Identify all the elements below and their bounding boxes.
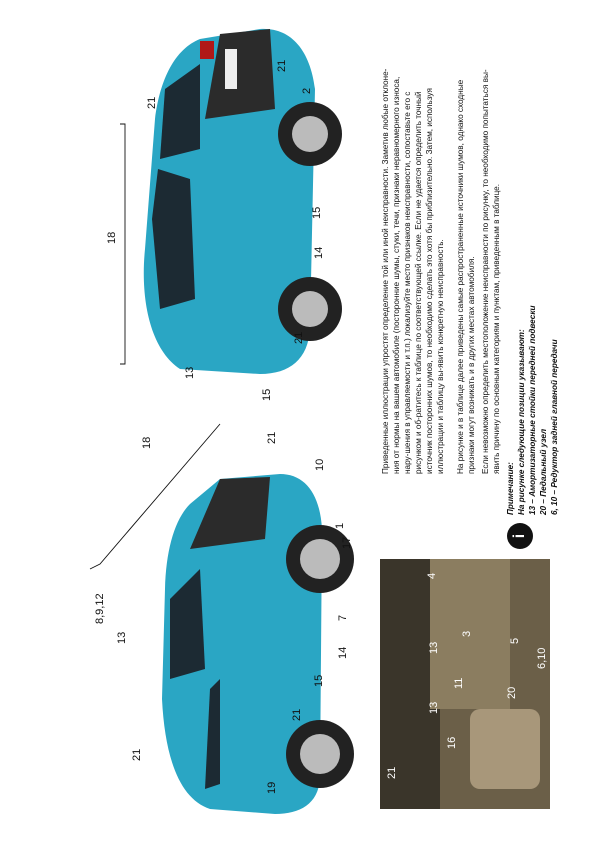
callout-13-interior-b: 13 [428,701,440,714]
note-icon: i [507,523,533,549]
callout-15-front: 15 [313,674,325,687]
callout-15-rear: 15 [311,206,323,219]
callout-15-rear-bottom: 15 [261,388,273,401]
paragraph-intro: Приведенные иллюстрации упростят определение той или иной неисправности. Заметив любые отклоне-ния от нормы на вашем автомобиле (посторонние шумы, стуки, течи, признаки неравномерного износа, нару-шения в управляемости и т.п.) локализуйте место признаков неисправности, сопоставьте его с рисунком и об-ратитесь к таблице по соответствующей ссылке. Если не удается определить точный источник посторонних шумов, то необходимо сделать это хотя бы приблизительно. Затем, используя иллюстрации и таблицу вы-явить конкретную неисправность. [381,68,445,474]
callout-19: 19 [266,781,278,794]
callout-10: 10 [314,458,326,471]
note-item-13: 13 – Амортизаторные стойки передней подвески [528,305,537,515]
callout-21-rear-left: 21 [146,96,158,109]
callout-17: 17 [341,536,353,549]
callout-13-interior-a: 13 [428,641,440,654]
callout-4: 4 [426,572,438,579]
callout-16: 16 [446,736,458,749]
callout-21-rear-mid: 21 [293,331,305,344]
callout-21-front-left: 21 [131,748,143,761]
callout-18-rear: 18 [106,231,118,244]
note-title: Примечание: [506,462,515,515]
callout-1: 1 [334,522,346,529]
callout-14-front: 14 [337,646,349,659]
callout-21-rear-top: 21 [276,59,288,72]
callout-21-front-top: 21 [266,431,278,444]
callout-8-9-12: 8,9,12 [94,593,106,624]
callout-11: 11 [453,677,465,689]
note-item-20: 20 – Педальный узел [539,428,548,515]
callout-20: 20 [506,686,518,699]
brace-18-front [90,424,220,569]
callout-14-rear: 14 [313,246,325,259]
callout-13-front: 13 [116,631,128,644]
callout-21-front-bottom: 21 [291,708,303,721]
callout-3: 3 [461,630,473,637]
callout-21-interior: 21 [386,766,398,779]
callout-6-10: 6,10 [536,647,548,669]
note-item-6-10: 6, 10 – Редуктор задней главной передачи [550,339,559,515]
callout-13-rear: 13 [184,366,196,379]
callout-18-front: 18 [141,436,153,449]
note-intro: На рисунке следующие позиции указывают: [517,329,526,515]
callout-7: 7 [337,614,349,621]
paragraph-noise-sources: На рисунке и в таблице далее приведены самые распространенные источники шумов, однако сходные признаки могут возникать и в других местах автомобиля. [456,79,476,474]
brace-18-rear [120,124,125,364]
paragraph-categories: Если невозможно определить местоположение неисправности по рисунку, то необходимо попытаться вы-явить причину по основным категориям и пунктам, приведенным в таблице. [481,69,501,474]
callout-2: 2 [301,87,313,94]
callout-5: 5 [509,637,521,644]
